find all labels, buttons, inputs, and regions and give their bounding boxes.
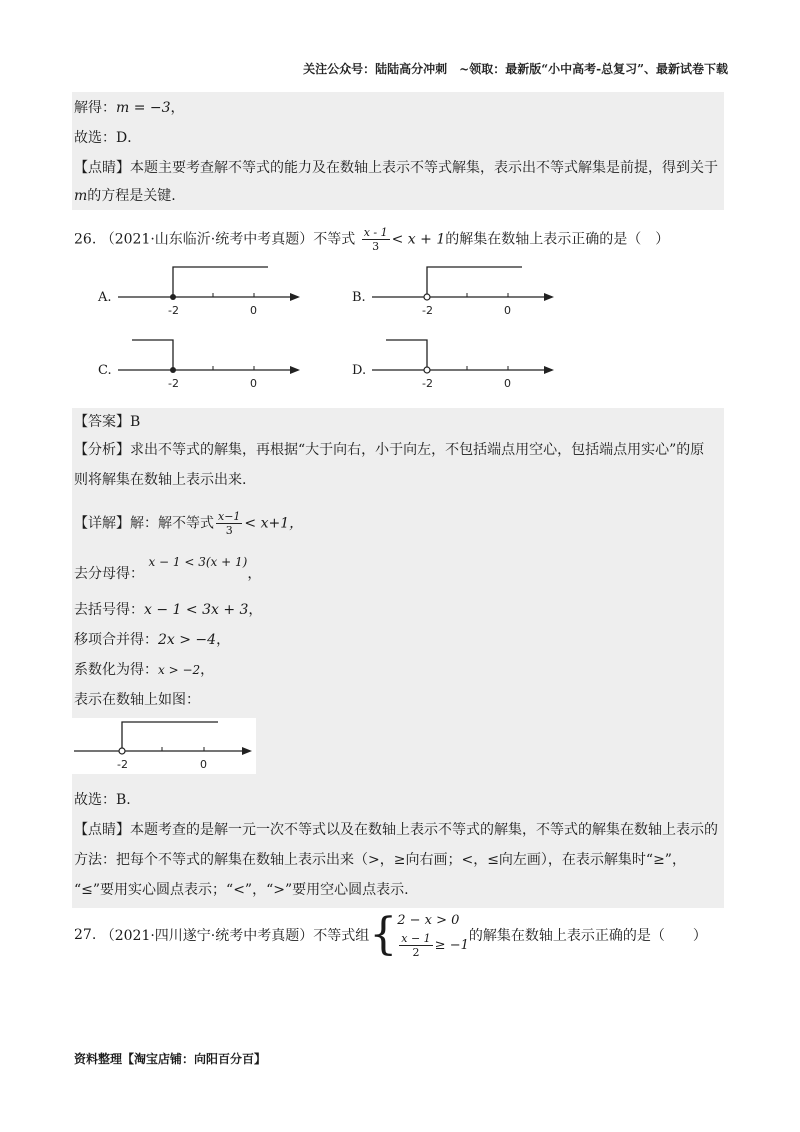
q26-stem: 26. （2021·山东临沂·统考中考真题）不等式 $\frac{x - 1}{3}$ < x + 1的解集在数轴上表示正确的是（ ） bbox=[74, 226, 670, 253]
filled-dot bbox=[170, 367, 176, 373]
show-label: 表示在数轴上如图： bbox=[74, 692, 200, 708]
q27-stem: 27. （2021·四川遂宁·统考中考真题）不等式组{ 2 − x > 0 $\frac{x - 1}{2}$ ≥ −1 的解集在数轴上表示正确的是（ ） bbox=[74, 908, 707, 960]
option-b-number-line bbox=[372, 262, 572, 322]
option-c-label: C. bbox=[98, 363, 112, 378]
system-brace: { bbox=[369, 908, 398, 960]
prev-solve-line: 解得：m = −3， bbox=[74, 100, 185, 116]
option-d-number-line bbox=[372, 335, 572, 395]
option-d-label: D. bbox=[352, 363, 367, 378]
option-c-number-line bbox=[118, 335, 318, 395]
tick-label: -2 bbox=[422, 377, 433, 390]
open-dot bbox=[424, 367, 430, 373]
option-a-label: A. bbox=[98, 290, 112, 305]
tick-label: 0 bbox=[504, 377, 511, 390]
comment-line3: “≤”要用实心圆点表示；“<”，“>”要用空心圆点表示. bbox=[74, 882, 409, 898]
detail-fraction: $\frac{x-1}{3}$ bbox=[218, 510, 241, 537]
solve-expression: m = −3 bbox=[116, 100, 171, 116]
prev-choice: 故选：D． bbox=[74, 130, 142, 146]
tick-label: 0 bbox=[250, 304, 257, 317]
option-b-label: B. bbox=[352, 290, 366, 305]
tick-label: 0 bbox=[200, 758, 207, 771]
filled-dot bbox=[170, 294, 176, 300]
step4-line: 系数化为得：x > −2， bbox=[74, 662, 215, 678]
tick-label: -2 bbox=[117, 758, 128, 771]
page-footer: 资料整理【淘宝店铺：向阳百分百】 bbox=[74, 1052, 267, 1066]
answer-choice: 故选：B. bbox=[74, 792, 131, 808]
step3-line: 移项合并得：2x > −4， bbox=[74, 632, 231, 648]
tick-label: -2 bbox=[168, 304, 179, 317]
open-dot bbox=[424, 294, 430, 300]
comment-line1: 【点睛】本题考查的是解一元一次不等式以及在数轴上表示不等式的解集，不等式的解集在数轴上表示的 bbox=[74, 822, 718, 838]
detail-line: 【详解】解：解不等式 $\frac{x-1}{3}$ < x+1， bbox=[74, 510, 304, 537]
tick-label: 0 bbox=[504, 304, 511, 317]
prev-comment-line1: 【点睛】本题主要考查解不等式的能力及在数轴上表示不等式解集，表示出不等式解集是前提，得到关于 bbox=[74, 160, 718, 176]
tick-label: -2 bbox=[168, 377, 179, 390]
tick-label: -2 bbox=[422, 304, 433, 317]
inequality-system: 2 − x > 0 $\frac{x - 1}{2}$ ≥ −1 bbox=[397, 913, 469, 959]
prev-comment-line2: m的方程是关键. bbox=[74, 188, 176, 204]
option-a-number-line bbox=[118, 262, 318, 322]
solution-number-line bbox=[72, 718, 256, 774]
page-header: 关注公众号：陆陆高分冲刺 ~领取：最新版“小中高考-总复习”、最新试卷下载 bbox=[303, 62, 728, 76]
answer-line: 【答案】B bbox=[74, 414, 141, 430]
q26-fraction: $\frac{x - 1}{3}$ bbox=[363, 226, 388, 253]
comment-line2: 方法：把每个不等式的解集在数轴上表示出来（>，≥向右画；<，≤向左画），在表示解集时“≥”， bbox=[74, 852, 686, 868]
analysis-line2: 则将解集在数轴上表示出来. bbox=[74, 472, 247, 488]
tick-label: 0 bbox=[250, 377, 257, 390]
analysis-line1: 【分析】求出不等式的解集，再根据“大于向右，小于向左，不包括端点用空心，包括端点用实心”的原 bbox=[74, 442, 705, 458]
step2-line: 去括号得：x − 1 < 3x + 3， bbox=[74, 602, 263, 618]
open-dot bbox=[119, 748, 125, 754]
step1-line: 去分母得： x − 1 < 3(x + 1)， bbox=[74, 555, 262, 582]
